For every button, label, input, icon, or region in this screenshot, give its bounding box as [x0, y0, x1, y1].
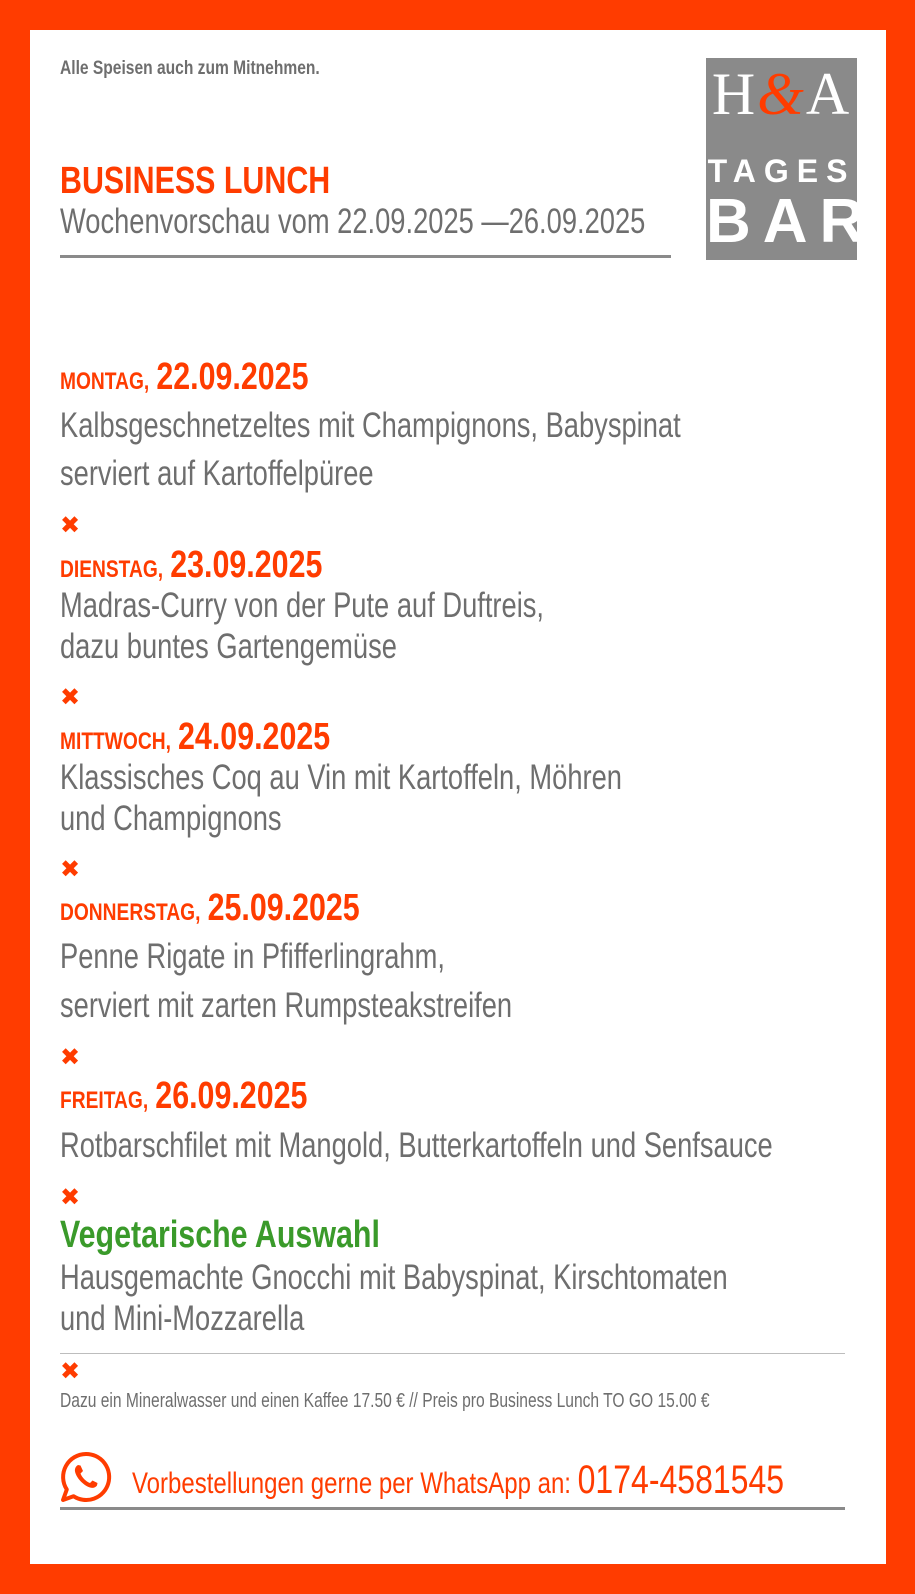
separator-x-icon: ✖: [60, 684, 81, 711]
dish-monday-line1: Kalbsgeschnetzeltes mit Champignons, Babyspinat: [60, 406, 681, 445]
dish-wednesday-line2: und Champignons: [60, 799, 282, 838]
whatsapp-icon[interactable]: [59, 1450, 113, 1504]
bottom-divider: [60, 1507, 845, 1510]
day-heading-monday: MONTAG, 22.09.2025: [60, 356, 309, 398]
phone-number-link[interactable]: 0174-4581545: [577, 1458, 785, 1502]
dish-vegetarian-line1: Hausgemachte Gnocchi mit Babyspinat, Kirschtomaten: [60, 1258, 728, 1297]
dish-tuesday-line1: Madras-Curry von der Pute auf Duftreis,: [60, 586, 545, 625]
whatsapp-order-line: [132, 1458, 784, 1503]
price-note: Dazu ein Mineralwasser und einen Kaffee 17.50 € // Preis pro Business Lunch TO GO 15.00 €: [60, 1390, 710, 1412]
whatsapp-label: Vorbestellungen gerne per WhatsApp an:: [132, 1467, 578, 1500]
day-heading-thursday: DONNERSTAG, 25.09.2025: [60, 887, 360, 929]
week-range: Wochenvorschau vom 22.09.2025 —26.09.2025: [60, 202, 646, 241]
dish-thursday-line2: serviert mit zarten Rumpsteakstreifen: [60, 986, 513, 1025]
logo-bar: BAR: [706, 187, 877, 256]
dish-monday-line2: serviert auf Kartoffelpüree: [60, 454, 374, 493]
header-divider: [60, 255, 671, 258]
dish-friday-line1: Rotbarschfilet mit Mangold, Butterkartoffeln und Senfsauce: [60, 1126, 773, 1165]
separator-x-icon: ✖: [60, 1184, 81, 1211]
day-heading-tuesday: DIENSTAG, 23.09.2025: [60, 544, 323, 586]
separator-x-icon: ✖: [60, 1044, 81, 1071]
logo-monogram: H&A: [711, 61, 852, 127]
dish-wednesday-line1: Klassisches Coq au Vin mit Kartoffeln, Möhren: [60, 758, 622, 797]
brand-logo: [706, 58, 877, 260]
separator-x-icon: ✖: [60, 1358, 81, 1385]
day-heading-wednesday: MITTWOCH, 24.09.2025: [60, 716, 331, 758]
dish-vegetarian-line2: und Mini-Mozzarella: [60, 1299, 305, 1338]
dish-thursday-line1: Penne Rigate in Pfifferlingrahm,: [60, 937, 445, 976]
separator-x-icon: ✖: [60, 512, 81, 539]
page-title: BUSINESS LUNCH: [60, 160, 331, 202]
logo-tages: TAGES: [707, 153, 856, 189]
takeaway-note: Alle Speisen auch zum Mitnehmen.: [60, 58, 320, 79]
dish-tuesday-line2: dazu buntes Gartengemüse: [60, 627, 397, 666]
menu-card: [30, 30, 886, 1564]
footer-divider: [60, 1353, 845, 1354]
vegetarian-heading: Vegetarische Auswahl: [60, 1214, 380, 1256]
day-heading-friday: FREITAG, 26.09.2025: [60, 1075, 308, 1117]
separator-x-icon: ✖: [60, 856, 81, 883]
